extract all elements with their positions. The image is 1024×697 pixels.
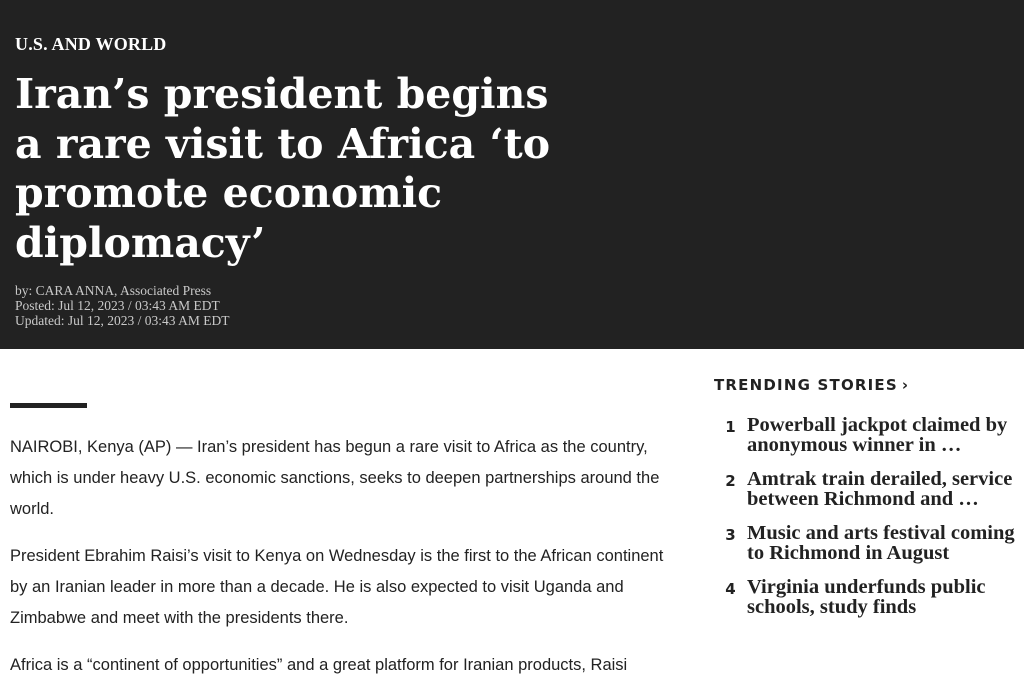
trending-rank: 2 bbox=[725, 472, 736, 490]
article-headline: Iran’s president begins a rare visit to Africa ‘to promote economic diplomacy’ bbox=[15, 70, 551, 267]
trending-story-link[interactable]: Music and arts festival coming to Richmond in August bbox=[747, 522, 1015, 564]
trending-header-label: TRENDING STORIES bbox=[714, 376, 898, 394]
trending-rank: 3 bbox=[725, 526, 736, 544]
trending-item[interactable] bbox=[714, 415, 1019, 455]
section-label-link[interactable]: U.S. AND WORLD bbox=[15, 34, 167, 54]
article-paragraph: President Ebrahim Raisi’s visit to Kenya on Wednesday is the first to the African continent by an Iranian leader in more than a decade. He is also expected to visit Uganda and Zimbabwe and meet with the presidents there. bbox=[10, 547, 664, 627]
trending-story-link[interactable]: Virginia underfunds public schools, study finds bbox=[747, 576, 986, 618]
trending-story-link[interactable]: Powerball jackpot claimed by anonymous winner in … bbox=[747, 414, 1008, 456]
trending-rank: 1 bbox=[725, 418, 736, 436]
byline: by: CARA ANNA, Associated Press bbox=[15, 283, 212, 298]
trending-stories-link[interactable] bbox=[714, 376, 909, 394]
trending-rank: 4 bbox=[725, 580, 736, 598]
posted-date: Posted: Jul 12, 2023 / 03:43 AM EDT bbox=[15, 298, 220, 313]
article-paragraph: Africa is a “continent of opportunities” and a great platform for Iranian products, Raisi bbox=[10, 656, 628, 674]
article-divider bbox=[10, 403, 87, 408]
article-meta bbox=[15, 283, 230, 328]
trending-item[interactable] bbox=[714, 577, 1019, 617]
article-paragraph: NAIROBI, Kenya (AP) — Iran’s president has begun a rare visit to Africa as the country, which is under heavy U.S. economic sanctions, seeks to deepen partnerships around the world. bbox=[10, 438, 660, 518]
article-body bbox=[10, 403, 680, 697]
updated-date: Updated: Jul 12, 2023 / 03:43 AM EDT bbox=[15, 313, 230, 328]
trending-item[interactable] bbox=[714, 523, 1019, 563]
trending-item[interactable] bbox=[714, 469, 1019, 509]
trending-story-link[interactable]: Amtrak train derailed, service between Richmond and … bbox=[747, 468, 1013, 510]
chevron-right-icon: › bbox=[901, 376, 910, 394]
trending-list bbox=[714, 415, 1019, 617]
trending-stories bbox=[714, 376, 1019, 631]
